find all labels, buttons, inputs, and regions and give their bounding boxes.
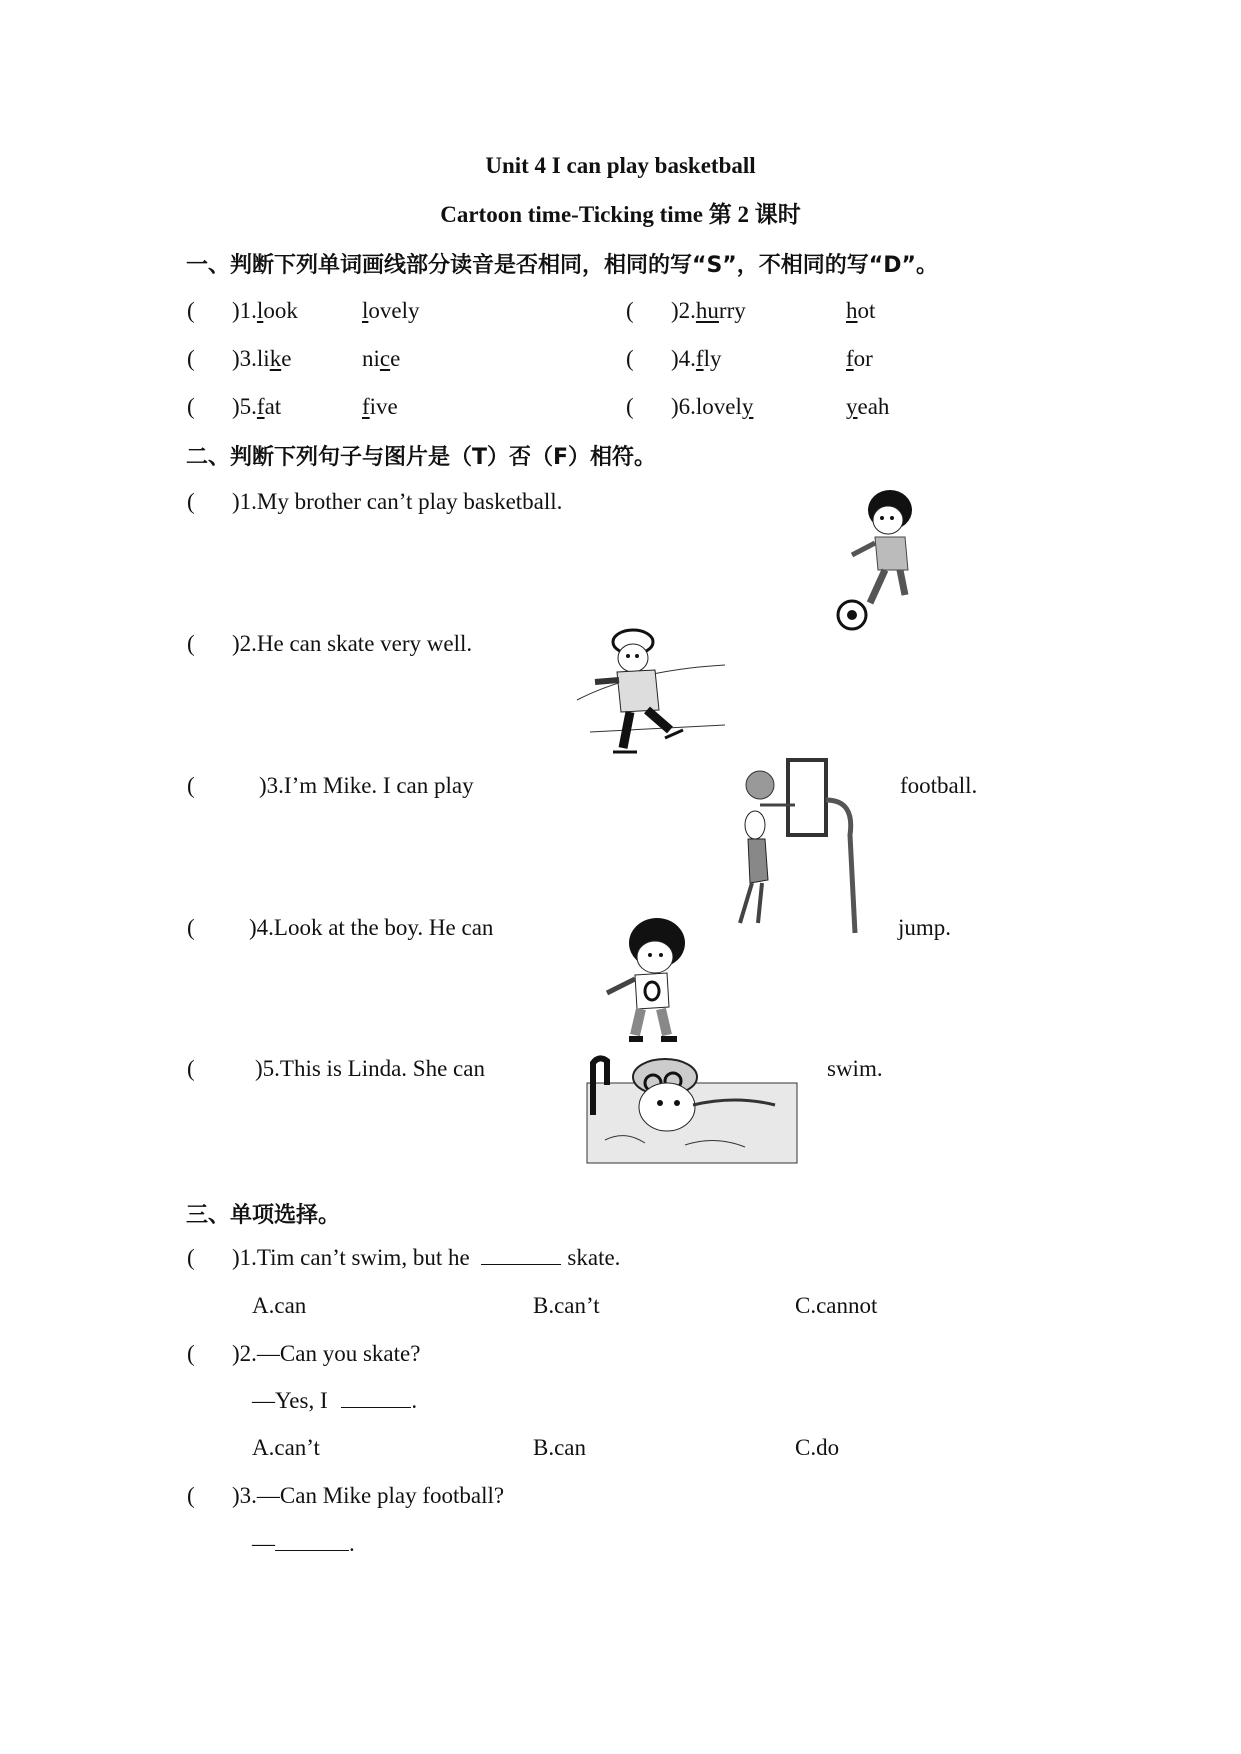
section1-heading: 一、判断下列单词画线部分读音是否相同，相同的写“S”，不相同的写“D”。 [186, 253, 938, 278]
girl-swimming-picture [585, 1055, 805, 1165]
answer-paren[interactable]: ( [187, 1245, 195, 1270]
compare-word [846, 297, 875, 325]
sentence-2: )2.He can skate very well. [232, 631, 473, 656]
sentence-3-tail: football. [900, 773, 978, 798]
answer-paren[interactable]: ( [187, 1483, 195, 1508]
answer-paren[interactable]: ( [187, 631, 195, 656]
question-2-answer [252, 1387, 417, 1415]
underlined-letters: f [362, 394, 370, 419]
answer-paren[interactable]: ( [626, 346, 634, 371]
section3-heading: 三、单项选择。 [186, 1203, 341, 1228]
answer-blank[interactable] [275, 1530, 349, 1551]
question-stem: )1.Tim can’t swim, but he [232, 1245, 470, 1270]
basketball-shape [746, 771, 774, 799]
answer-paren[interactable]: ( [187, 298, 195, 323]
compare-word [846, 345, 873, 373]
underlined-letters: f [256, 394, 265, 419]
word-part: ni [362, 346, 380, 371]
answer-paren[interactable]: ( [626, 298, 634, 323]
underlined-letters: k [269, 346, 282, 371]
phonics-item [232, 297, 298, 325]
word-part: ly [703, 346, 722, 371]
boy-basketball-picture [730, 755, 880, 935]
answer-blank[interactable] [341, 1387, 411, 1408]
word-part: ovely [368, 298, 420, 323]
phonics-item [232, 393, 281, 421]
q2-option-b[interactable]: B.can [533, 1435, 587, 1460]
answer-paren[interactable]: ( [187, 489, 195, 514]
item-number: )1. [232, 298, 257, 323]
answer-paren[interactable]: ( [187, 1341, 195, 1366]
question-3: )3.—Can Mike play football? [232, 1483, 505, 1508]
answer-paren[interactable]: ( [187, 394, 195, 419]
underlined-letters: hu [695, 298, 719, 323]
phonics-item [671, 393, 753, 421]
pool-shape [587, 1083, 797, 1163]
sentence-5: )5.This is Linda. She can [255, 1056, 485, 1081]
underlined-letters: f [695, 346, 704, 371]
sentence-1: )1.My brother can’t play basketball. [232, 489, 563, 514]
question-after: skate. [567, 1245, 621, 1270]
face-shape [873, 506, 903, 534]
phonics-item [671, 345, 721, 373]
underlined-letters: c [379, 346, 391, 371]
boy-kicking-football-picture [830, 485, 930, 635]
answer-paren[interactable]: ( [187, 915, 195, 940]
underlined-letters: y [846, 394, 858, 419]
compare-word [362, 297, 420, 325]
compare-word [362, 345, 400, 373]
item-number: )6. [671, 394, 696, 419]
section2-heading: 二、判断下列句子与图片是（T）否（F）相符。 [186, 445, 657, 470]
q2-option-a[interactable]: A.can’t [252, 1435, 320, 1460]
boy-skating-picture [575, 620, 735, 760]
compare-word [362, 393, 398, 421]
word-part: ive [369, 394, 398, 419]
q1-option-c[interactable]: C.cannot [795, 1293, 878, 1318]
answer-blank[interactable] [481, 1244, 561, 1265]
answer-prefix: —Yes, I [252, 1388, 328, 1413]
shirt-shape [635, 973, 669, 1009]
sentence-3: )3.I’m Mike. I can play [259, 773, 474, 798]
item-number: )2. [671, 298, 696, 323]
underlined-letters: l [256, 298, 264, 323]
word-part: lovel [695, 394, 742, 419]
word-part: eah [857, 394, 890, 419]
word-part: e [390, 346, 401, 371]
q1-option-b[interactable]: B.can’t [533, 1293, 600, 1318]
answer-paren[interactable]: ( [187, 773, 195, 798]
question-3-answer [252, 1530, 355, 1558]
q1-option-a[interactable]: A.can [252, 1293, 307, 1318]
item-number: )3. [232, 346, 257, 371]
underlined-letters: h [846, 298, 858, 323]
word-part: ook [263, 298, 298, 323]
word-part: li [256, 346, 270, 371]
question-2: )2.—Can you skate? [232, 1341, 421, 1366]
backboard-shape [788, 760, 826, 835]
word-part: or [853, 346, 873, 371]
phonics-item [671, 297, 746, 325]
boy-jumping-picture [595, 915, 705, 1045]
answer-suffix: . [411, 1388, 418, 1413]
sentence-4-tail: jump. [898, 915, 952, 940]
underlined-letters: y [741, 394, 754, 419]
word-part: e [281, 346, 292, 371]
answer-suffix: . [349, 1531, 355, 1556]
underlined-letters: l [362, 298, 369, 323]
answer-paren[interactable]: ( [626, 394, 634, 419]
sentence-4: )4.Look at the boy. He can [249, 915, 494, 940]
compare-word [846, 393, 889, 421]
question-1 [232, 1244, 620, 1272]
sentence-5-tail: swim. [827, 1056, 883, 1081]
worksheet-subtitle: Cartoon time-Ticking time 第 2 课时 [440, 202, 801, 227]
q2-option-c[interactable]: C.do [795, 1435, 840, 1460]
word-part: rry [718, 298, 746, 323]
worksheet-title: Unit 4 I can play basketball [485, 153, 756, 178]
hoop-pole-shape [826, 800, 855, 933]
coat-shape [617, 670, 659, 712]
answer-paren[interactable]: ( [187, 1056, 195, 1081]
answer-paren[interactable]: ( [187, 346, 195, 371]
item-number: )5. [232, 394, 257, 419]
shirt-shape [875, 537, 908, 570]
word-part: ot [857, 298, 876, 323]
word-part: at [264, 394, 282, 419]
item-number: )4. [671, 346, 696, 371]
answer-prefix: — [252, 1531, 275, 1556]
phonics-item [232, 345, 291, 373]
underlined-letters: f [846, 346, 854, 371]
